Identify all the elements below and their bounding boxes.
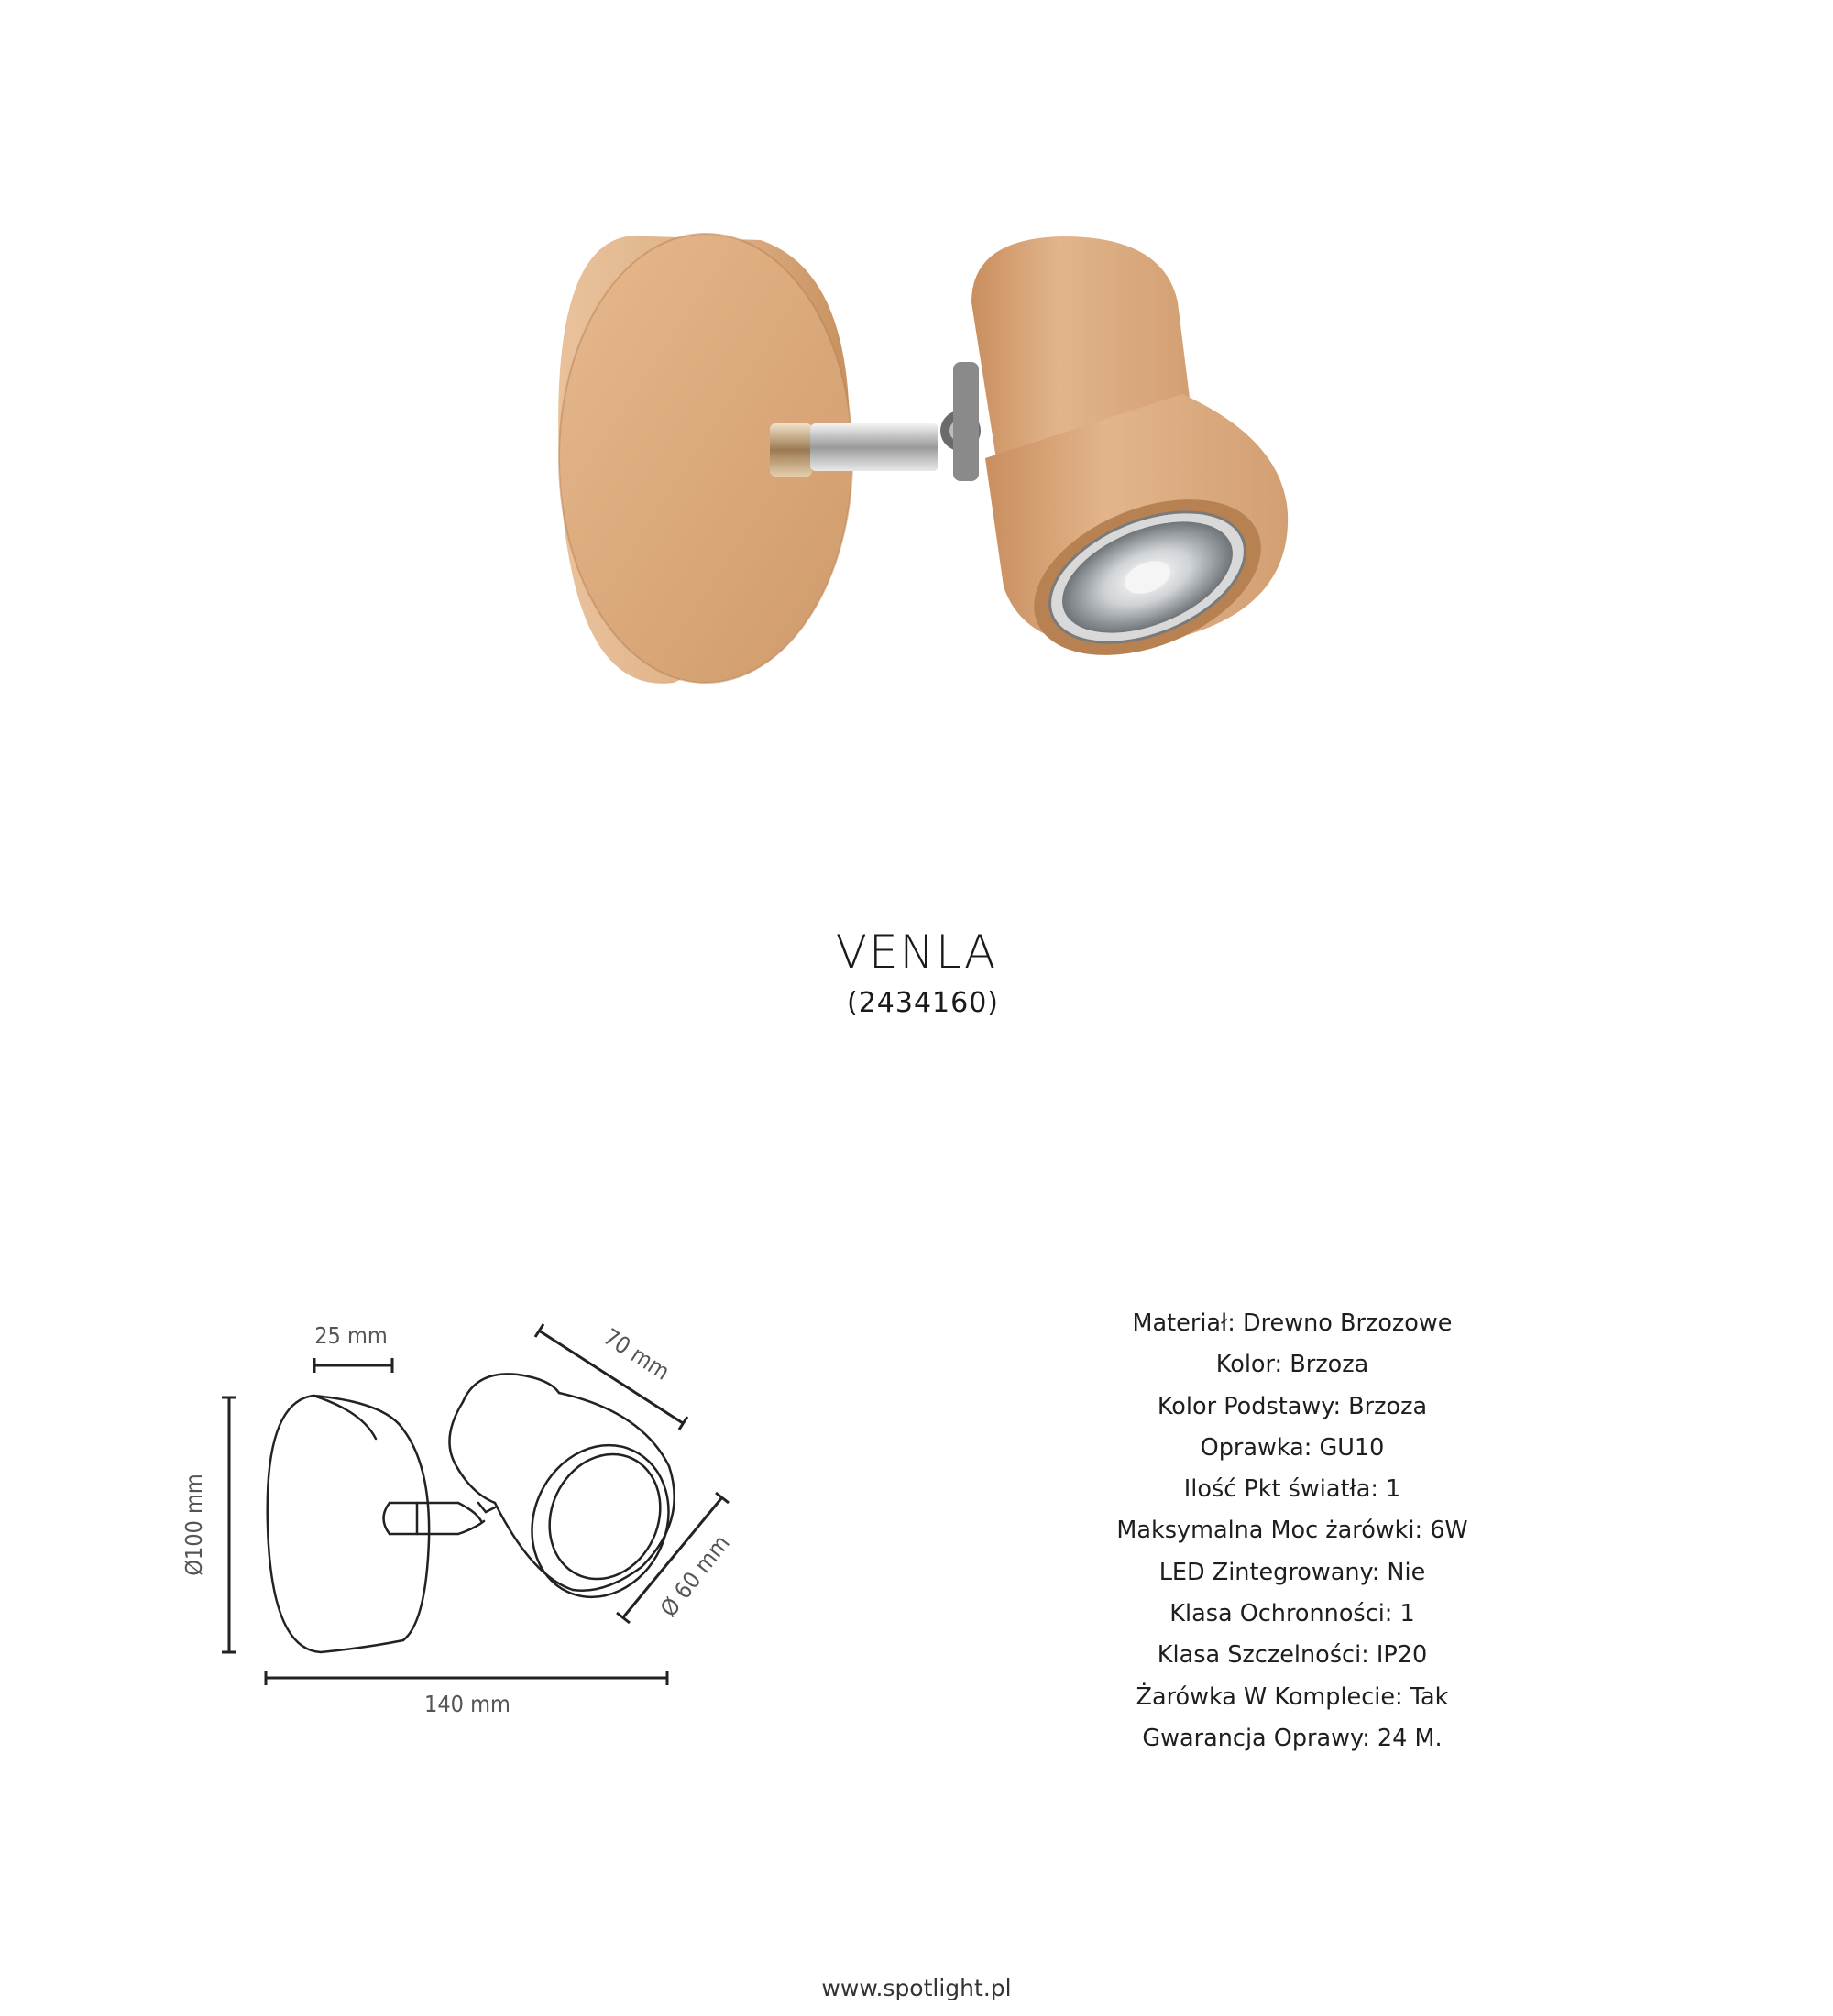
spec-color: Kolor: Brzoza	[1215, 1351, 1369, 1379]
spec-ip-rating: Klasa Szczelności: IP20	[1157, 1641, 1428, 1670]
spec-max-power: Maksymalna Moc żarówki: 6W	[1116, 1517, 1468, 1545]
spec-bulb-included: Żarówka W Komplecie: Tak	[1136, 1682, 1449, 1711]
spec-integrated-led: LED Zintegrowany: Nie	[1158, 1558, 1426, 1586]
spec-light-points: Ilość Pkt światła: 1	[1183, 1475, 1401, 1504]
dim-base-diameter: Ø100 mm	[181, 1474, 207, 1576]
product-name: VENLA	[835, 926, 998, 979]
spec-list	[1081, 1303, 1503, 1759]
dim-base-depth: 25 mm	[314, 1322, 388, 1349]
dim-head-length: 70 mm	[598, 1323, 675, 1386]
spec-material: Materiał: Drewno Brzozowe	[1132, 1309, 1453, 1337]
spec-socket: Oprawka: GU10	[1200, 1433, 1385, 1462]
website-link[interactable]: www.spotlight.pl	[821, 1975, 1012, 2001]
spec-base-color: Kolor Podstawy: Brzoza	[1157, 1392, 1428, 1420]
spec-protection-class: Klasa Ochronności: 1	[1169, 1600, 1415, 1628]
spec-warranty: Gwarancja Oprawy: 24 M.	[1142, 1724, 1443, 1752]
dim-total-width: 140 mm	[424, 1691, 510, 1717]
dim-head-diameter: Ø 60 mm	[654, 1529, 735, 1622]
product-code: (2434160)	[846, 987, 1000, 1019]
